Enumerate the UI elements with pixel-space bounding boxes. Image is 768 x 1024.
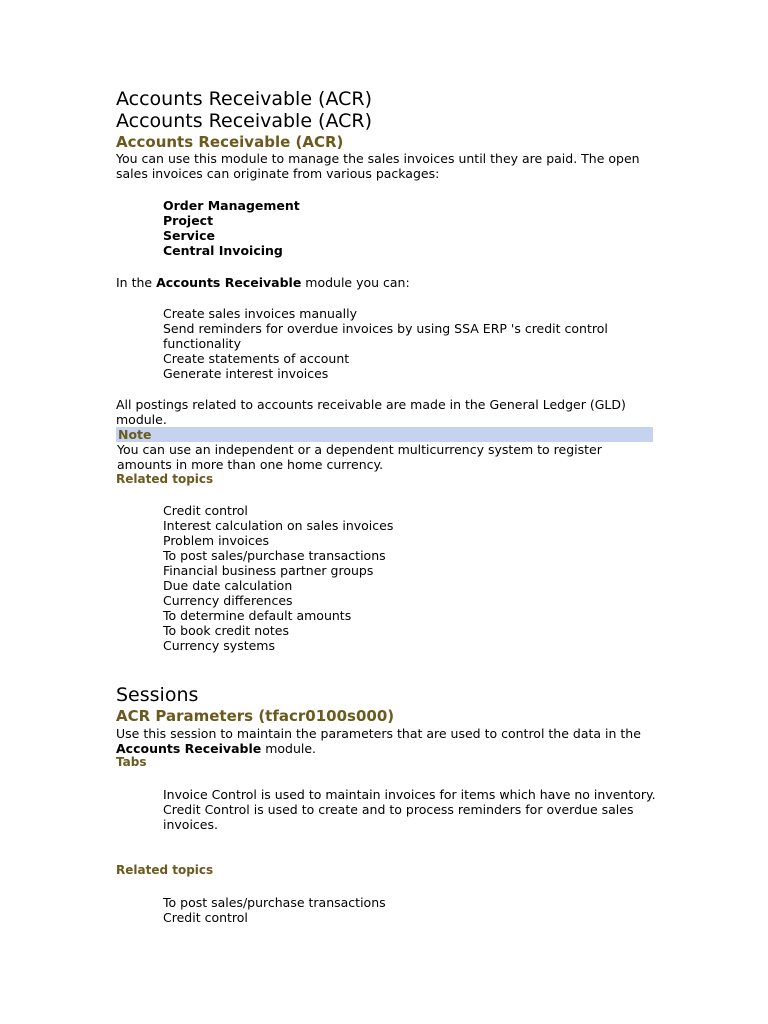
related-topics-list [163, 503, 663, 653]
session-description [116, 726, 656, 756]
main-title-repeat: Accounts Receivable (ACR) [116, 110, 373, 132]
related-topic-link[interactable]: Due date calculation [163, 578, 293, 593]
lead-text-end: module you can: [301, 275, 410, 290]
related-topic-link[interactable]: Currency differences [163, 593, 293, 608]
capabilities-list [163, 306, 633, 381]
section-title: Accounts Receivable (ACR) [116, 133, 344, 151]
tab-description: Credit Control is used to create and to process reminders for overdue sales invoices. [163, 802, 634, 832]
related-topic-link[interactable]: To post sales/purchase transactions [163, 548, 386, 563]
tabs-heading: Tabs [116, 755, 147, 769]
related-topic-link[interactable]: Financial business partner groups [163, 563, 374, 578]
list-item: Create sales invoices manually [163, 306, 357, 321]
list-item: Order Management [163, 198, 300, 213]
lead-bold: Accounts Receivable [156, 275, 302, 290]
list-item: Generate interest invoices [163, 366, 329, 381]
list-item: Service [163, 228, 215, 243]
session-title: ACR Parameters (tfacr0100s000) [116, 707, 395, 725]
note-bar [116, 427, 653, 442]
related-topics-heading: Related topics [116, 472, 214, 486]
related-topic-link[interactable]: To book credit notes [163, 623, 289, 638]
main-title: Accounts Receivable (ACR) [116, 88, 373, 110]
related-topic-link[interactable]: Problem invoices [163, 533, 270, 548]
related-topic-link[interactable]: Interest calculation on sales invoices [163, 518, 394, 533]
related-topic-link[interactable]: Currency systems [163, 638, 275, 653]
postings-paragraph: All postings related to accounts receivable are made in the General Ledger (GLD) module. [116, 397, 626, 427]
session-related-heading: Related topics [116, 863, 214, 877]
desc-bold: Accounts Receivable [116, 741, 262, 756]
related-topic-link[interactable]: To determine default amounts [163, 608, 352, 623]
intro-paragraph: You can use this module to manage the sales invoices until they are paid. The open sales invoices can originate from various packages: [116, 151, 640, 181]
packages-list [163, 198, 663, 258]
list-item: Project [163, 213, 214, 228]
tab-description: Invoice Control is used to maintain invoices for items which have no inventory. [163, 787, 656, 802]
desc-text-end: module. [261, 741, 317, 756]
list-item: Create statements of account [163, 351, 350, 366]
session-related-list [163, 895, 663, 925]
list-item: Send reminders for overdue invoices by using SSA ERP 's credit control functionality [163, 321, 608, 351]
lead-text: In the [116, 275, 157, 290]
note-label: Note [118, 427, 152, 442]
tabs-list [163, 787, 663, 832]
related-topic-link[interactable]: Credit control [163, 503, 248, 518]
related-topic-link[interactable]: To post sales/purchase transactions [163, 895, 386, 910]
capabilities-lead [116, 275, 656, 290]
desc-text: Use this session to maintain the parameters that are used to control the data in the [116, 726, 641, 741]
related-topic-link[interactable]: Credit control [163, 910, 248, 925]
sessions-title: Sessions [116, 684, 199, 706]
list-item: Central Invoicing [163, 243, 283, 258]
note-text: You can use an independent or a dependent multicurrency system to register amounts in more than one home currency. [117, 442, 602, 472]
